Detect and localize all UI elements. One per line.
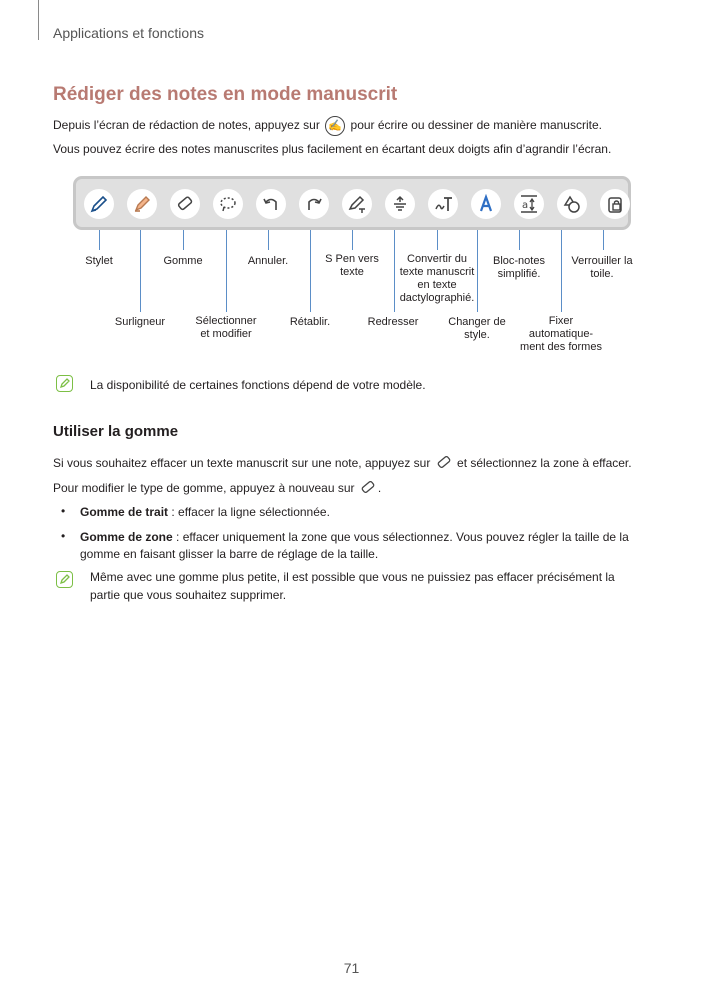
availability-note: La disponibilité de certaines fonctions dépend de votre modèle. (90, 378, 426, 392)
note-icon (56, 571, 73, 588)
eraser-para-1: Si vous souhaitez effacer un texte manuscrit sur une note, appuyez sur et sélectionnez la zone à effacer. (53, 454, 632, 474)
connector-convertir (437, 230, 438, 250)
label-gomme: Gomme (163, 255, 203, 267)
connector-stylet (99, 230, 100, 250)
spen-to-text-icon (342, 189, 372, 219)
connector-spen (352, 230, 353, 250)
connector-verrouiller (603, 230, 604, 250)
svg-text:a: a (522, 200, 529, 211)
section-header: Applications et fonctions (53, 25, 204, 41)
label-changer-style: Changer de style. (448, 316, 506, 341)
intro-text-before: Depuis l’écran de rédaction de notes, appuyez sur (53, 118, 320, 133)
bullet-item: Gomme de trait : effacer la ligne sélectionnée. (80, 505, 330, 519)
simplified-notepad-icon (514, 189, 544, 219)
connector-gomme (183, 230, 184, 250)
lock-canvas-icon (600, 189, 630, 219)
straighten-icon (385, 189, 415, 219)
change-style-icon (471, 189, 501, 219)
bullet-item: Gomme de zone : effacer uniquement la zone que vous sélectionnez. Vous pouvez régler la taille de la (80, 530, 629, 544)
handwriting-to-text-icon (428, 189, 458, 219)
label-retablir: Rétablir. (289, 316, 331, 328)
connector-bloc (519, 230, 520, 250)
label-verrouiller: Verrouiller la toile. (571, 255, 633, 280)
eraser-icon (360, 479, 376, 499)
page-title: Rédiger des notes en mode manuscrit (53, 84, 398, 105)
page-margin-line (38, 0, 39, 40)
handwriting-toolbar-illustration (73, 176, 631, 230)
bullet-item-continued: gomme en faisant glisser la barre de réglage de la taille. (80, 547, 379, 561)
handwriting-mode-icon: ✍ (325, 116, 345, 136)
label-selectionner: Sélectionner et modifier (195, 315, 257, 340)
eraser-icon (170, 189, 200, 219)
bullet-dot: • (61, 529, 66, 543)
page-number: 71 (343, 960, 360, 976)
pen-icon (84, 189, 114, 219)
intro-line-1 (53, 116, 602, 136)
eraser-icon (436, 454, 452, 474)
connector-retablir (310, 230, 311, 312)
connector-fixer (561, 230, 562, 312)
intro-line-2: Vous pouvez écrire des notes manuscrites plus facilement en écartant deux doigts afin d’agrandir l’écran. (53, 142, 612, 156)
label-convertir: Convertir du texte manuscrit en texte dactylographié. (399, 253, 475, 304)
label-redresser: Redresser (367, 316, 419, 328)
intro-text-after: pour écrire ou dessiner de manière manuscrite. (350, 118, 602, 133)
section-heading-eraser: Utiliser la gomme (53, 423, 179, 440)
bullet-dot: • (61, 504, 66, 518)
highlighter-icon (127, 189, 157, 219)
label-surligneur: Surligneur (114, 316, 166, 328)
redo-icon (299, 189, 329, 219)
undo-icon (256, 189, 286, 219)
connector-selectionner (226, 230, 227, 312)
shape-correction-icon (557, 189, 587, 219)
label-bloc-notes: Bloc-notes simplifié. (493, 255, 545, 280)
note-icon (56, 375, 73, 392)
label-stylet: Stylet (85, 255, 113, 267)
connector-annuler (268, 230, 269, 250)
label-spen-to-text: S Pen vers texte (325, 253, 379, 278)
lasso-select-icon (213, 189, 243, 219)
label-fixer-formes: Fixer automatique- ment des formes (520, 315, 602, 353)
connector-surligneur (140, 230, 141, 312)
eraser-para-2: Pour modifier le type de gomme, appuyez à nouveau sur . (53, 479, 381, 499)
label-annuler: Annuler. (247, 255, 289, 267)
eraser-note-line-1: Même avec une gomme plus petite, il est possible que vous ne puissiez pas effacer précisément la (90, 570, 615, 584)
eraser-note-line-2: partie que vous souhaitez supprimer. (90, 588, 287, 602)
